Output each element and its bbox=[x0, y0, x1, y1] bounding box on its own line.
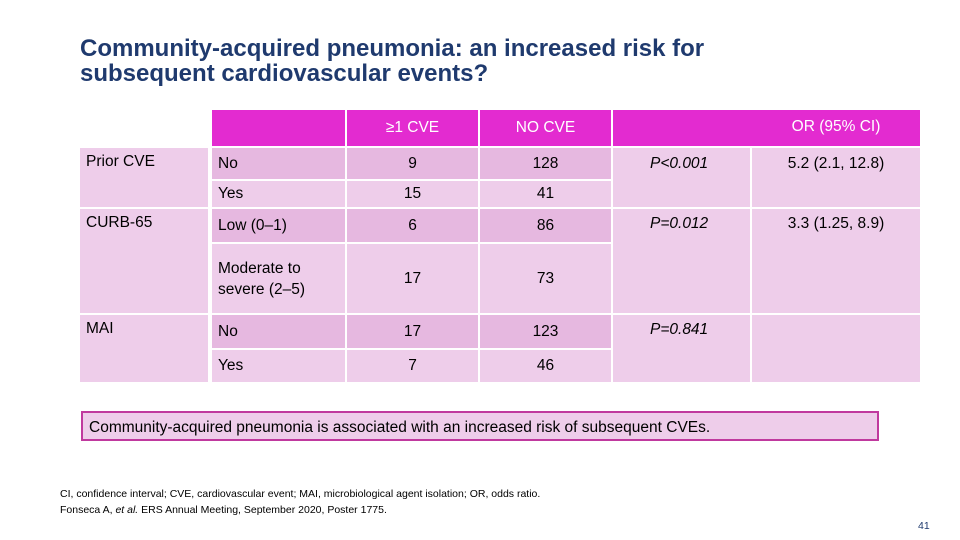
footnote-reference bbox=[60, 504, 387, 516]
p-value-prior-cve: P<0.001 bbox=[613, 148, 750, 207]
or-curb65: 3.3 (1.25, 8.9) bbox=[752, 209, 920, 313]
conclusion-callout: Community-acquired pneumonia is associated with an increased risk of subsequent CVEs. bbox=[81, 411, 879, 441]
footnote-abbreviations: CI, confidence interval; CVE, cardiovascular event; MAI, microbiological agent isolation; OR, odds ratio. bbox=[60, 488, 541, 500]
or-prior-cve: 5.2 (2.1, 12.8) bbox=[752, 148, 920, 207]
cell-no-cve: 86 bbox=[480, 209, 611, 242]
cell-cve: 9 bbox=[347, 148, 478, 179]
row-label: Yes bbox=[212, 181, 345, 207]
slide-title: Community-acquired pneumonia: an increased risk for subsequent cardiovascular events? bbox=[80, 35, 705, 87]
header-cve: ≥1 CVE bbox=[347, 110, 478, 146]
cell-cve: 15 bbox=[347, 181, 478, 207]
page-number: 41 bbox=[918, 520, 930, 532]
cell-cve: 7 bbox=[347, 350, 478, 382]
header-blank bbox=[212, 110, 345, 146]
header-no-cve: NO CVE bbox=[480, 110, 611, 146]
p-value-mai: P=0.841 bbox=[613, 315, 750, 382]
row-label: Low (0–1) bbox=[212, 209, 345, 242]
p-value-curb65: P=0.012 bbox=[613, 209, 750, 313]
cell-no-cve: 41 bbox=[480, 181, 611, 207]
group-label-curb65: CURB-65 bbox=[80, 209, 208, 313]
cell-no-cve: 73 bbox=[480, 244, 611, 313]
group-label-mai: MAI bbox=[80, 315, 208, 382]
group-label-prior-cve: Prior CVE bbox=[80, 148, 208, 207]
row-label: No bbox=[212, 148, 345, 179]
header-or: OR (95% CI) bbox=[752, 110, 920, 146]
or-mai bbox=[752, 315, 920, 382]
cell-no-cve: 128 bbox=[480, 148, 611, 179]
row-label: No bbox=[212, 315, 345, 348]
row-label: Moderate to severe (2–5) bbox=[212, 244, 345, 313]
header-p-blank bbox=[613, 110, 752, 146]
cell-cve: 6 bbox=[347, 209, 478, 242]
cell-no-cve: 123 bbox=[480, 315, 611, 348]
reference-etal: et al. bbox=[115, 504, 139, 516]
reference-details: ERS Annual Meeting, September 2020, Poster 1775. bbox=[138, 504, 387, 516]
reference-author: Fonseca A, bbox=[60, 504, 116, 516]
cell-cve: 17 bbox=[347, 315, 478, 348]
cell-cve: 17 bbox=[347, 244, 478, 313]
row-label: Yes bbox=[212, 350, 345, 382]
cell-no-cve: 46 bbox=[480, 350, 611, 382]
